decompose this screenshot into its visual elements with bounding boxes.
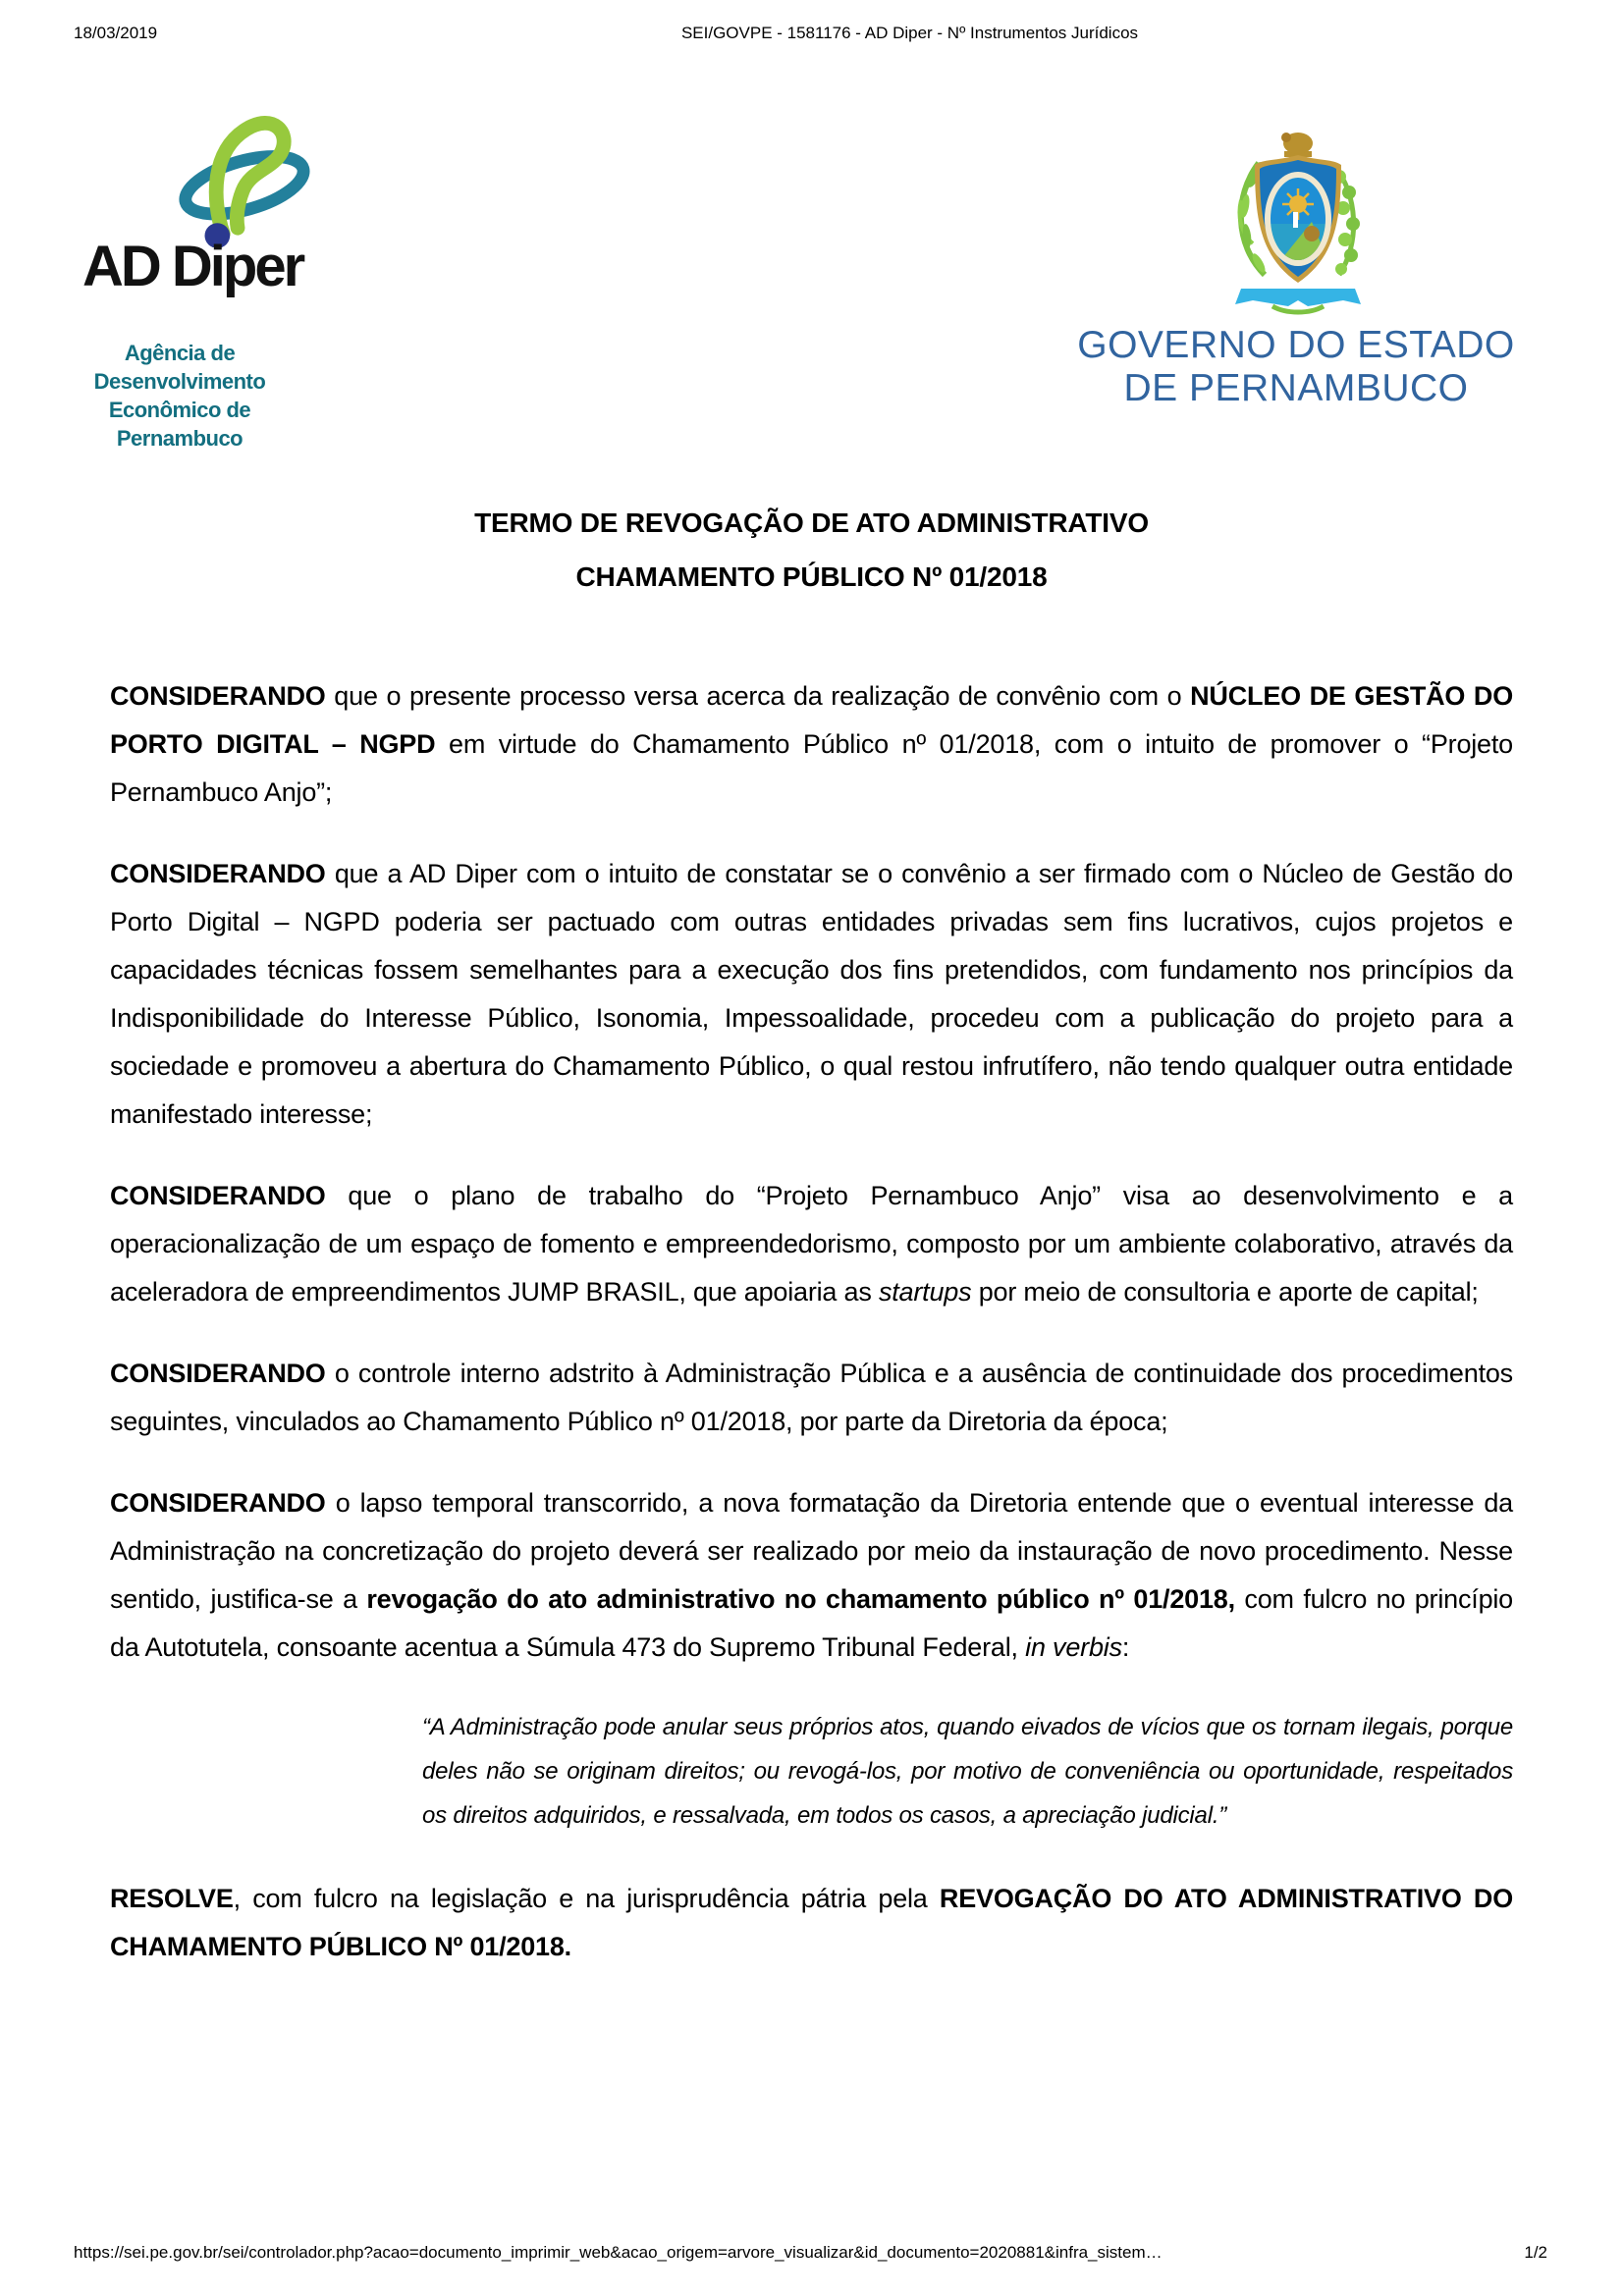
ad-diper-logo-icon [169, 90, 314, 247]
sumula-473-quote: “A Administração pode anular seus próprios atos, quando eivados de vícios que os tornam ilegais, porque deles não se originam direitos; ou revogá-los, por motivo de conveniência ou oportunidade, respeitados os direitos adquiridos, e ressalvada, em todos os casos, a apreciação judicial.” [422, 1714, 1513, 1829]
header-date: 18/03/2019 [74, 24, 158, 42]
footer-url: https://sei.pe.gov.br/sei/controlador.php?acao=documento_imprimir_web&acao_origem=arvore_visualizar&id_documento=2020881&infra_sistem… [74, 2243, 1163, 2262]
document-body [110, 672, 1513, 1971]
ad-diper-tagline-line1: Agência de Desenvolvimento [93, 341, 266, 394]
pernambuco-coat-of-arms-icon [1214, 126, 1382, 322]
ad-diper-wordmark: AD Diper [82, 235, 303, 298]
resolve-paragraph: RESOLVE, com fulcro na legislação e na jurisprudência pátria pela REVOGAÇÃO DO ATO ADMINISTRATIVO DO CHAMAMENTO PÚBLICO Nº 01/2018. [110, 1884, 1513, 1961]
document-title-line1: TERMO DE REVOGAÇÃO DE ATO ADMINISTRATIVO [474, 507, 1149, 538]
footer-page-number: 1/2 [1524, 2243, 1547, 2262]
considerando-paragraph-2: CONSIDERANDO que a AD Diper com o intuito de constatar se o convênio a ser firmado com o Núcleo de Gestão do Porto Digital – NGPD poderia ser pactuado com outras entidades privadas sem fins lucrativos, cujos projetos e capacidades técnicas fossem semelhantes para a execução dos fins pretendidos, com fundamento nos princípios da Indisponibilidade do Interesse Público, Isonomia, Impessoalidade, procedeu com a publicação do projeto para a sociedade e promoveu a abertura do Chamamento Público, o qual restou infrutífero, não tendo qualquer outra entidade manifestado interesse; [110, 859, 1513, 1129]
document-title [0, 496, 1623, 604]
considerando-paragraph-5: CONSIDERANDO o lapso temporal transcorrido, a nova formatação da Diretoria entende que o eventual interesse da Administração na concretização do projeto deverá ser realizado por meio da instauração de novo procedimento. Nesse sentido, justifica-se a revogação do ato administrativo no chamamento público nº 01/2018, com fulcro no princípio da Autotutela, consoante acentua a Súmula 473 do Supremo Tribunal Federal, in verbis: [110, 1488, 1513, 1662]
governo-wordmark-line2: DE PERNAMBUCO [1123, 367, 1469, 409]
governo-wordmark [1031, 324, 1561, 410]
considerando-paragraph-1: CONSIDERANDO que o presente processo versa acerca da realização de convênio com o NÚCLEO DE GESTÃO DO PORTO DIGITAL – NGPD em virtude do Chamamento Público nº 01/2018, com o intuito de promover o “Projeto Pernambuco Anjo”; [110, 681, 1513, 807]
header-doc-title: SEI/GOVPE - 1581176 - AD Diper - Nº Instrumentos Jurídicos [680, 24, 1139, 42]
considerando-paragraph-4: CONSIDERANDO o controle interno adstrito à Administração Pública e a ausência de continuidade dos procedimentos seguintes, vinculados ao Chamamento Público nº 01/2018, por parte da Diretoria da época; [110, 1359, 1513, 1436]
considerando-paragraph-3: CONSIDERANDO que o plano de trabalho do “Projeto Pernambuco Anjo” visa ao desenvolvimento e a operacionalização de um espaço de fomento e empreendedorismo, composto por um ambiente colaborativo, através da aceleradora de empreendimentos JUMP BRASIL, que apoiaria as startups por meio de consultoria e aporte de capital; [110, 1181, 1513, 1307]
document-title-line2: CHAMAMENTO PÚBLICO Nº 01/2018 [575, 561, 1048, 592]
governo-wordmark-line1: GOVERNO DO ESTADO [1077, 324, 1515, 366]
ad-diper-tagline-line2: Econômico de Pernambuco [108, 398, 251, 451]
ad-diper-tagline [63, 339, 297, 453]
